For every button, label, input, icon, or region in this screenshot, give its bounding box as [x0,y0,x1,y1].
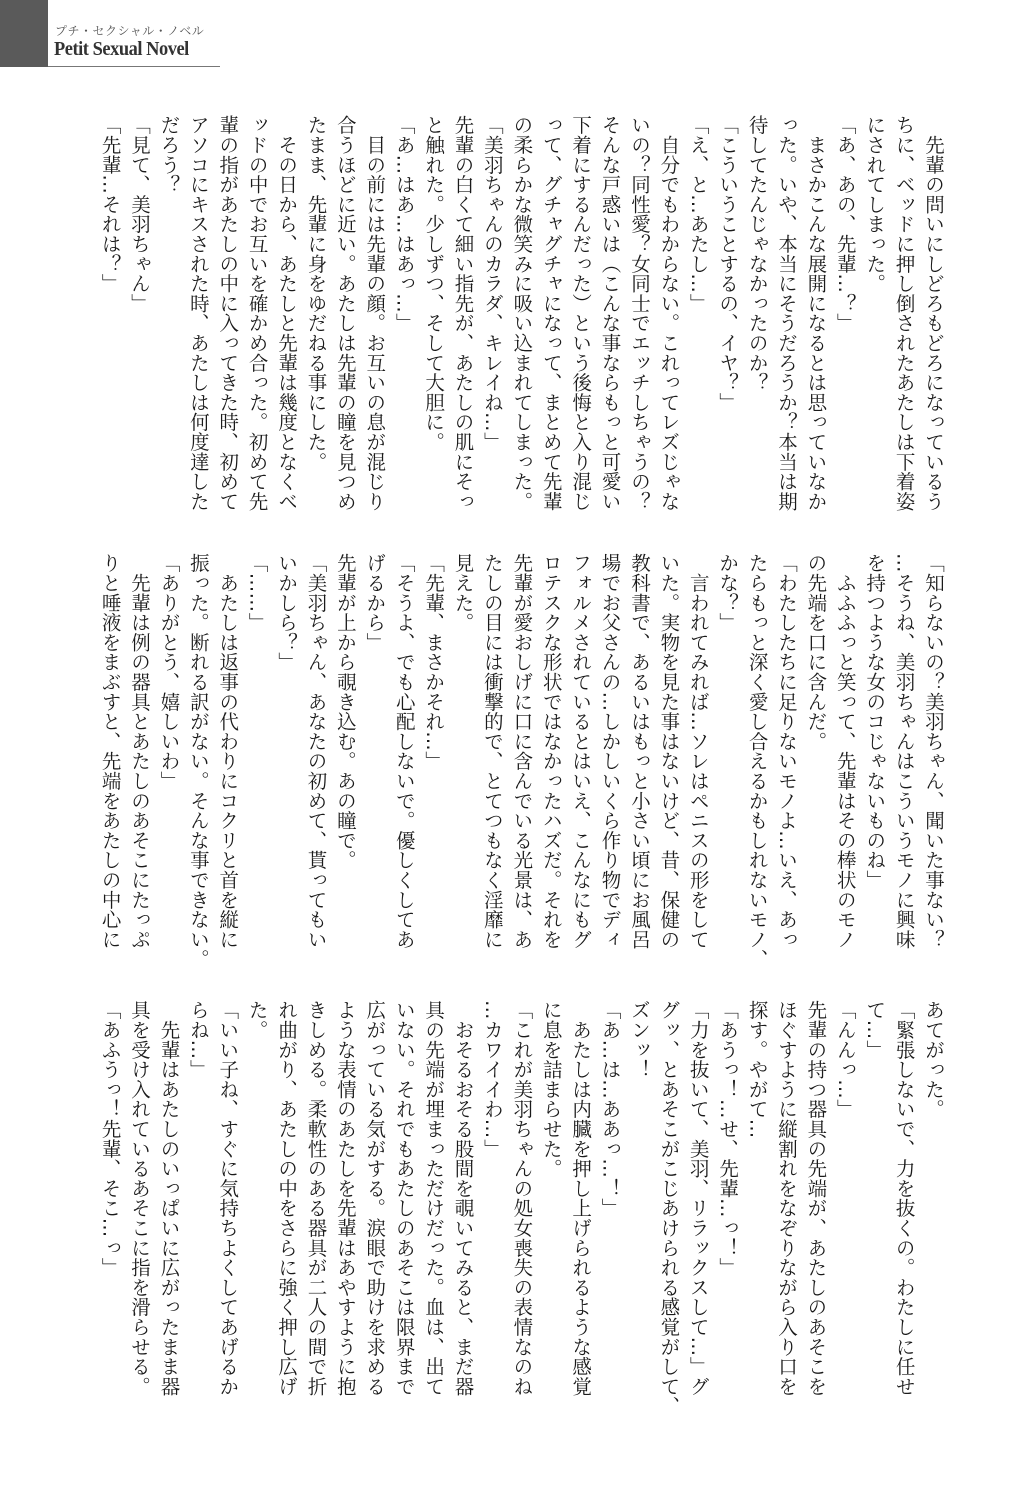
text-line: きしめる。柔軟性のある器具が二人の間で折 [304,1000,328,1396]
series-title-japanese: プチ・セクシャル・ノベル [55,24,205,38]
text-line: 先輩の白くて細い指先が、あたしの肌にそっ [451,115,475,511]
text-line: 見えた。 [451,553,475,633]
text-line: 先輩が愛おしげに口に含んでいる光景は、あ [510,553,534,949]
text-line: 「美羽ちゃんのカラダ、キレイね…」 [480,115,504,452]
text-line: 先輩はあたしのいっぱいに広がったまま器 [157,1000,181,1396]
text-line: ような表情のあたしを先輩はあやすように抱 [333,1000,357,1396]
text-line: にされてしまった。 [863,115,887,294]
text-line: 広がっている気がする。涙眼で助けを求める [363,1000,387,1396]
text-block-middle [88,553,948,969]
text-line: あたしは内臓を押し上げられるような感覚 [569,1000,593,1396]
text-block-lower [88,1000,948,1416]
series-title-english: Petit Sexual Novel [54,38,189,60]
text-line: 「先輩…それは？」 [98,115,122,294]
text-line: って、グチャグチャになって、まとめて先輩 [539,115,563,511]
text-line: ふふふっと笑って、先輩はその棒状のモノ [833,553,857,949]
text-line: 輩の指があたしの中に入ってきた時、初めて [216,115,240,511]
text-line: 「美羽ちゃん、あなたの初めて、貰ってもい [304,553,328,949]
text-line: 「……」 [245,553,269,633]
text-line: …カワイイわ…」 [480,1000,504,1159]
text-line: あてがった。 [922,1000,945,1119]
text-line: 先輩が上から覗き込む。あの瞳で。 [333,553,357,870]
text-block-upper [88,115,948,525]
text-line: だろう？ [157,115,181,195]
text-line: 具を受け入れているあそこに指を滑らせる。 [128,1000,152,1396]
text-line: そんな戸惑いは（こんな事ならもっと可愛い [598,115,622,511]
text-line: 合うほどに近い。あたしは先輩の瞳を見つめ [333,115,357,511]
text-line: その日から、あたしと先輩は幾度となくベ [275,115,299,511]
text-line: グッ、とあそこがこじあけられる感覚がして、 [657,1000,681,1416]
text-line: 具の先端が埋まっただけだった。血は、出て [422,1000,446,1396]
text-line: …そうね、美羽ちゃんはこういうモノに興味 [892,553,916,949]
text-line: 「そうよ、でも心配しないで。優しくしてあ [392,553,416,949]
text-line: 場でお父さんの…しかしいくら作り物でディ [598,553,622,949]
text-line: おそるおそる股間を覗いてみると、まだ器 [451,1000,475,1396]
text-line: ちに、ベッドに押し倒されたあたしは下着姿 [892,115,916,511]
text-line: たしの目には衝撃的で、とてつもなく淫靡に [480,553,504,949]
text-line: た。 [245,1000,269,1040]
text-line: 下着にするんだった）という後悔と入り混じ [569,115,593,511]
text-line: 「あうっ！…せ、先輩…っ！」 [716,1000,740,1278]
text-line: 振った。断れる訳がない。そんな事できない。 [186,553,210,969]
text-line: 先輩の持つ器具の先端が、あたしのあそこを [804,1000,828,1396]
text-line: 「先輩、まさかそれ…」 [422,553,446,771]
text-line: 「見て、美羽ちゃん」 [128,115,152,313]
text-line: かな？」 [716,553,740,633]
text-line: に息を詰まらせた。 [539,1000,563,1179]
text-line: 「いい子ね、すぐに気持ちよくしてあげるか [216,1000,240,1396]
text-line: 探す。やがて… [745,1000,769,1139]
text-line: 「あ…はあ…はあっ…」 [392,115,416,333]
text-line: 「あ、あの、先輩…？」 [833,115,857,333]
text-line: 先輩は例の器具とあたしのあそこにたっぷ [128,553,152,949]
text-line: 自分でもわからない。これってレズじゃな [657,115,681,511]
text-line: 「ありがとう、嬉しいわ」 [157,553,181,791]
text-line: りと唾液をまぶすと、先端をあたしの中心に [98,553,122,949]
text-line: 言われてみれば…ソレはペニスの形をして [686,553,710,949]
text-line: らね…」 [186,1000,210,1080]
text-line: フォルメされているとはいえ、こんなにもグ [569,553,593,949]
text-line: いかしら？」 [275,553,299,672]
text-line: 「わたしたちに足りないモノよ…いえ、あっ [774,553,798,949]
text-line: を持つような女のコじゃないものね」 [863,553,887,890]
text-line: 先輩の問いにしどろもどろになっているう [922,115,945,511]
text-line: 教科書で、あるいはもっと小さい頃にお風呂 [627,553,651,949]
text-line: ロテスクな形状ではなかったハズだ。それを [539,553,563,949]
text-line: 「え、と…あたし…」 [686,115,710,313]
text-line: 「緊張しないで、力を抜くの。わたしに任せ [892,1000,916,1396]
text-line: ズンッ！ [627,1000,651,1080]
text-line: 「あ…は…ああっ…！」 [598,1000,622,1218]
text-line: いた。実物を見た事はないけど、昔、保健の [657,553,681,949]
text-line: いない。それでもあたしのあそこは限界まで [392,1000,416,1396]
text-line: アソコにキスされた時、あたしは何度達した [186,115,210,511]
text-line: げるから」 [363,553,387,652]
text-line: 待してたんじゃなかったのか？ [745,115,769,393]
text-line: いの？同性愛？女同士でエッチしちゃうの？ [627,115,651,511]
text-line: ほぐすように縦割れをなぞりながら入り口を [774,1000,798,1396]
text-line: った。いや、本当にそうだろうか？本当は期 [774,115,798,511]
page-tab-marker [0,0,48,67]
text-line: 「んんっ…」 [833,1000,857,1119]
text-line: と触れた。少しずつ、そして大胆に。 [422,115,446,452]
text-line: ッドの中でお互いを確かめ合った。初めて先 [245,115,269,511]
text-line: たらもっと深く愛し合えるかもしれないモノ、 [745,553,769,969]
text-line: の先端を口に含んだ。 [804,553,828,751]
text-line: 「あふうっ！先輩、そこ…っ」 [98,1000,122,1278]
text-line: あたしは返事の代わりにコクリと首を縦に [216,553,240,949]
text-line: の柔らかな微笑みに吸い込まれてしまった。 [510,115,534,511]
text-line: れ曲がり、あたしの中をさらに強く押し広げ [275,1000,299,1396]
text-line: 「これが美羽ちゃんの処女喪失の表情なのね [510,1000,534,1396]
text-line: 「力を抜いて、美羽、リラックスして…」グ [686,1000,710,1396]
text-line: て…」 [863,1000,887,1060]
text-line: たまま、先輩に身をゆだねる事にした。 [304,115,328,472]
header-divider [48,66,220,67]
text-line: まさかこんな展開になるとは思っていなか [804,115,828,511]
text-line: 「こういうことするの、イヤ？」 [716,115,740,412]
text-line: 「知らないの？美羽ちゃん、聞いた事ない？ [922,553,945,949]
text-line: 目の前には先輩の顔。お互いの息が混じり [363,115,387,511]
